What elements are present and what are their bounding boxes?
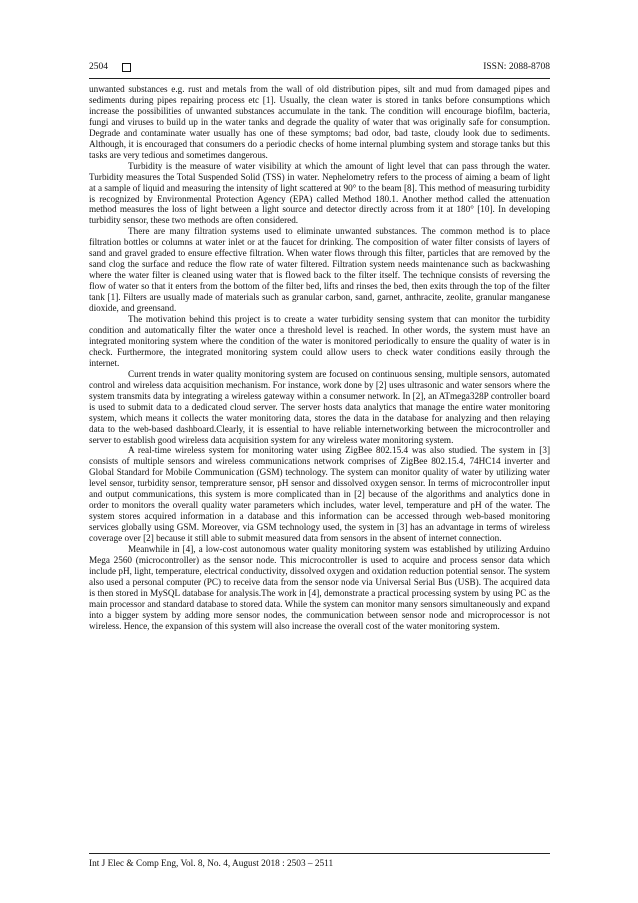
paragraph-motivation: The motivation behind this project is to create a water turbidity sensing system that can monitor the turbidity condition and automatically filter the water once a threshold level is reached. In other words, the system must have an integrated monitoring system where the condition of the water is monitored periodically to ensure the quality of water is in check. Furthermore, the integrated monitoring system could allow users to check water conditions easily through the internet.	[89, 314, 550, 368]
paragraph-continuation: unwanted substances e.g. rust and metals from the wall of old distribution pipes, silt and mud from damaged pipes and sediments during pipes repairing process etc [1]. Usually, the clean water is stored in tanks before consumptions which increase the possibilities of unwanted substances accumulate in the tank. The condition will encourage biofilm, bacteria, fungi and viruses to build up in the water tanks and degrade the quality of water that was originally safe for consumption. Degrade and contaminate water usually has one of these symptoms; bad odor, bad taste, cloudy look due to sediments. Although, it is encouraged that consumers do a periodic checks of home internal plumbing system and storage tanks but this tasks are very tedious and sometimes dangerous.	[89, 84, 550, 160]
square-box-icon	[122, 63, 131, 72]
paragraph-low-cost-system: Meanwhile in [4], a low-cost autonomous water quality monitoring system was established by utilizing Arduino Mega 2560 (microcontroller) as the sensor node. This microcontroller is used to acquire and process sensor data which include pH, light, temperature, electrical conductivity, dissolved oxygen and oxidation reduction potential sensor. The system also used a personal computer (PC) to receive data from the sensor node via Universal Serial Bus (USB). The acquired data is then stored in MySQL database for analysis.The work in [4], demonstrate a practical processing system by using PC as the main processor and standard database to stored data. While the system can monitor many sensors simultaneously and expand into a bigger system by adding more sensor nodes, the communication between sensor node and microprocessor is not wireless. Hence, the expansion of this system will also increase the overall cost of the water monitoring system.	[89, 544, 550, 631]
page-footer: Int J Elec & Comp Eng, Vol. 8, No. 4, August 2018 : 2503 – 2511	[89, 859, 334, 869]
paragraph-current-trends: Current trends in water quality monitoring system are focused on continuous sensing, multiple sensors, automated control and wireless data acquisition mechanism. For instance, work done by [2] uses ultrasonic and water sensors where the system transmits data by integrating a wireless gateway within a consumer network. In [2], an ATmega328P controller board is used to submit data to a dedicated cloud server. The server hosts data analytics that manage the entire water monitoring system, which means it collects the water monitoring data, stores the data in the database for analyzing and then relaying data to the web-based dashboard.Clearly, it is essential to have reliable internetworking between the microcontroller and server to establish good wireless data acquisition system for any wireless water monitoring system.	[89, 368, 550, 445]
issn: ISSN: 2088-8708	[483, 62, 550, 72]
page-number: 2504	[89, 62, 108, 72]
header-left	[89, 62, 131, 72]
header-rule	[89, 78, 550, 79]
article-body	[89, 84, 550, 840]
paragraph-turbidity: Turbidity is the measure of water visibility at which the amount of light level that can pass through the water. Turbidity measures the Total Suspended Solid (TSS) in water. Nephelometry refers to the process of aiming a beam of light at a sample of liquid and measuring the intensity of light scattered at 90° to the beam [8]. This method of measuring turbidity is recognized by Environmental Protection Agency (EPA) called Method 180.1. Another method called the attenuation method measures the loss of light between a light source and detector directly across from it at 180° [10]. In developing turbidity sensor, these two methods are often considered.	[89, 160, 550, 226]
paragraph-filtration: There are many filtration systems used to eliminate unwanted substances. The common method is to place filtration bottles or columns at water inlet or at the faucet for drinking. The composition of water filter consists of layers of sand and gravel graded to ensure effective filtration. When water flows through this filter, particles that are removed by the sand clog the surface and reduce the flow rate of water filtered. Filtration system needs maintenance such as backwashing where the water filter is cleaned using water that is flowed back to the filter itself. The technique consists of reversing the flow of water so that it enters from the bottom of the filter bed, lifts and rinses the bed, then exits through the top of the filter tank [1]. Filters are usually made of materials such as granular carbon, sand, garnet, anthracite, zeolite, granular manganese dioxide, and greensand.	[89, 226, 550, 314]
page-header	[89, 60, 550, 74]
paragraph-zigbee-system: A real-time wireless system for monitoring water using ZigBee 802.15.4 was also studied. The system in [3] consists of multiple sensors and wireless communications network comprises of ZigBee 802.15.4, 74HC14 inverter and Global Standard for Mobile Communication (GSM) technology. The system can monitor quality of water by utilizing water level sensor, turbidity sensor, temprerature sensor, pH sensor and dissolved oxygen sensor. In terms of microcontroller input and output communications, this system is more complicated than in [2] because of the algorithms and analytics done in order to monitors the overall quality water parameters which includes, water level, temperature and pH of the water. The system stores acquired information in a database and this information can be accessed through web-based monitoring services globally using GSM. Moreover, via GSM technology used, the system in [3] has an advantage in terms of wireless coverage over [2] because it still able to submit measured data from sensors in the absent of internet connection.	[89, 445, 550, 544]
footer-rule	[89, 853, 550, 854]
